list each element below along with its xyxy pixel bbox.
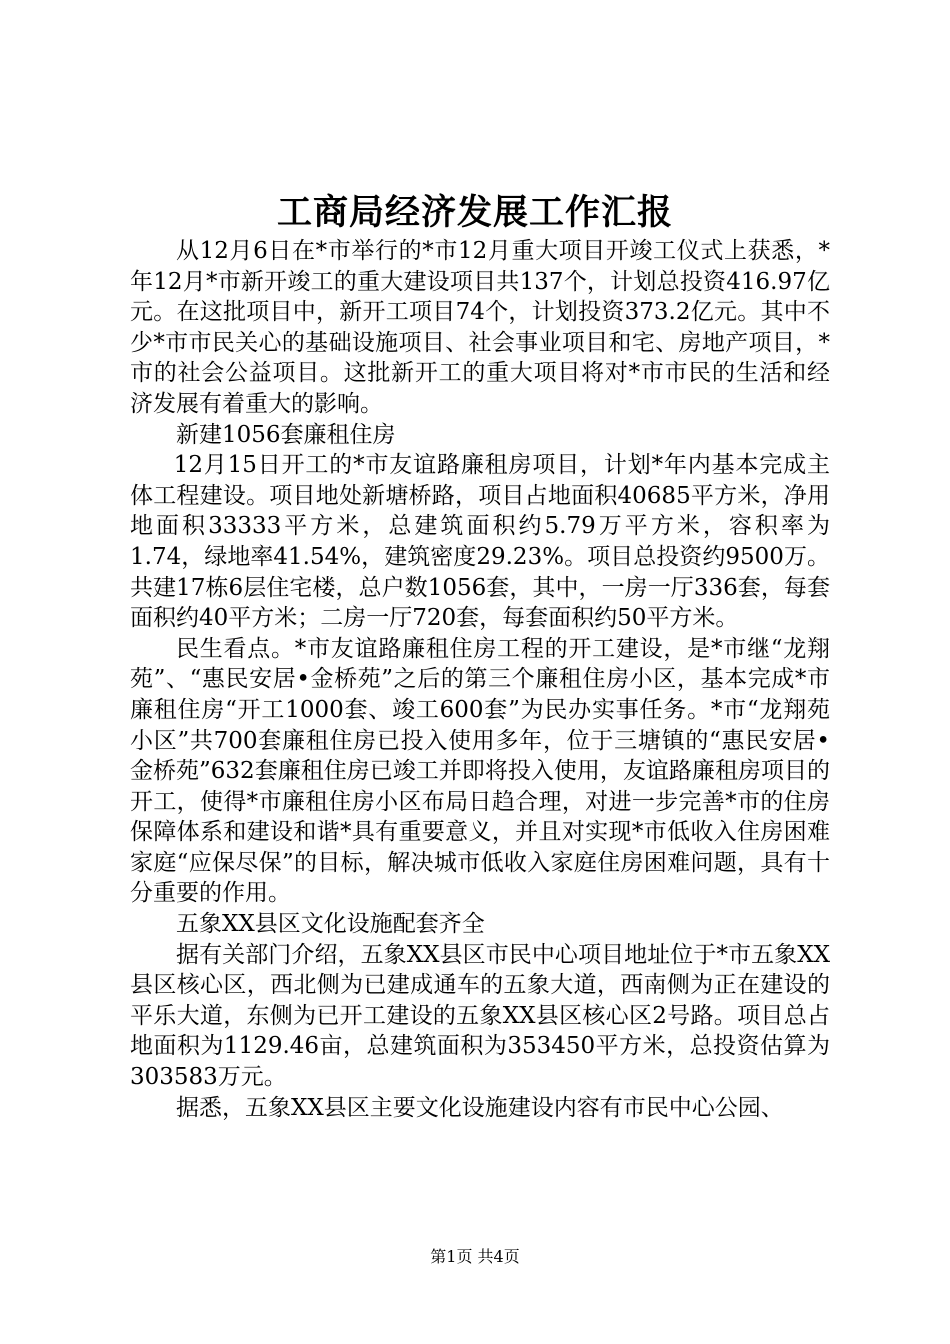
document-title: 工商局经济发展工作汇报: [276, 192, 673, 233]
page-number-footer: 第1页 共4页: [430, 1247, 520, 1266]
paragraph-civic-center: 据有关部门介绍，五象XX县区市民中心项目地址位于*市五象XX县区核心区，西北侧为已建成通车的五象大道，西南侧为正在建设的平乐大道，东侧为已开工建设的五象XX县区核心区2号路。项目总占地面积为1129.46亩，总建筑面积为353450平方米，总投资估算为303583万元。: [130, 941, 830, 1091]
paragraph-culture-facilities: 据悉，五象XX县区主要文化设施建设内容有市民中心公园、: [176, 1094, 784, 1121]
paragraph-minsheng: 民生看点。*市友谊路廉租住房工程的开工建设，是*市继“龙翔苑”、“惠民安居•金桥苑”之后的第三个廉租住房小区，基本完成*市廉租住房“开工1000套、竣工600套”为民办实事任务。*市“龙翔苑小区”共700套廉租住房已投入使用多年，位于三塘镇的“惠民安居•金桥苑”632套廉租住房已竣工并即将投入使用，友谊路廉租房项目的开工，使得*市廉租住房小区布局日趋合理，对进一步完善*市的住房保障体系和建设和谐*具有重要意义，并且对实现*市低收入住房困难家庭“应保尽保”的目标，解决城市低收入家庭住房困难问题，具有十分重要的作用。: [130, 635, 830, 907]
section-heading-wuxiang: 五象XX县区文化设施配套齐全: [176, 911, 485, 938]
paragraph-project-details: 12月15日开工的*市友谊路廉租房项目，计划*年内基本完成主体工程建设。项目地处新塘桥路，项目占地面积40685平方米，净用地面积33333平方米，总建筑面积约5.79万平方米，容积率为1.74，绿地率41.54%，建筑密度29.23%。项目总投资约9500万。共建17栋6层住宅楼，总户数1056套，其中，一房一厅336套，每套面积约40平方米；二房一厅720套，每套面积约50平方米。: [130, 452, 830, 632]
paragraph-intro: 从12月6日在*市举行的*市12月重大项目开竣工仪式上获悉，*年12月*市新开竣工的重大建设项目共137个，计划总投资416.97亿元。在这批项目中，新开工项目74个，计划投资373.2亿元。其中不少*市市民关心的基础设施项目、社会事业项目和宅、房地产项目，*市的社会公益项目。这批新开工的重大项目将对*市市民的生活和经济发展有着重大的影响。: [130, 238, 830, 417]
section-heading-lianzu: 新建1056套廉租住房: [176, 421, 396, 448]
document-body: [130, 236, 830, 1123]
